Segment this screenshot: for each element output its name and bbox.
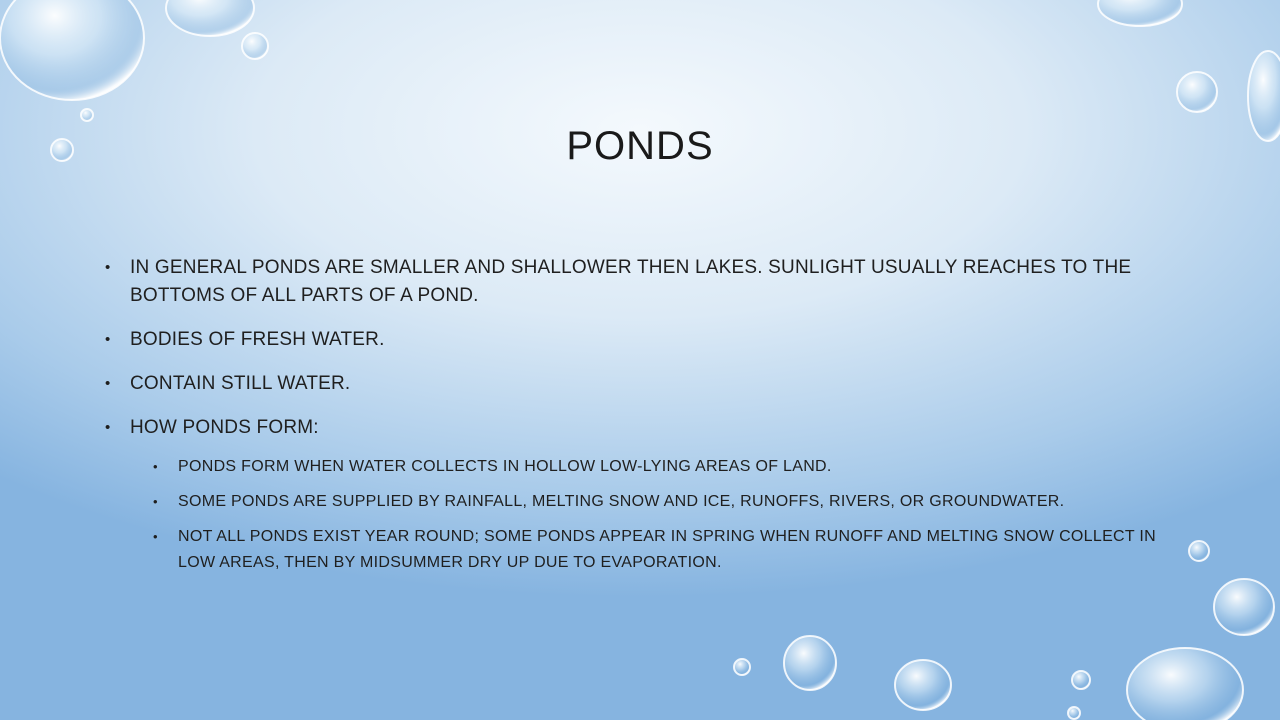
- bullet-list: [105, 254, 1185, 576]
- water-drop: [242, 33, 268, 59]
- water-drop: [0, 0, 144, 100]
- water-drop: [1127, 648, 1243, 720]
- bullet-item-label: HOW PONDS FORM:: [130, 417, 319, 438]
- water-drop: [81, 109, 93, 121]
- water-drop: [734, 659, 750, 675]
- water-drop: [784, 636, 836, 690]
- water-drop: [895, 660, 951, 710]
- sub-bullet-list: [153, 454, 1185, 576]
- bullet-item: • BODIES OF FRESH WATER.: [105, 326, 1185, 354]
- water-drop: [1177, 72, 1217, 112]
- water-drop: [1068, 707, 1080, 719]
- bullet-item-with-subitems: [105, 414, 1185, 576]
- water-drop: [1072, 671, 1090, 689]
- sub-bullet-item: • NOT ALL PONDS EXIST YEAR ROUND; SOME PONDS APPEAR IN SPRING WHEN RUNOFF AND MELTING SNOW COLLECT IN LOW AREAS, THEN BY MIDSUMMER DRY UP DUE TO EVAPORATION.: [153, 524, 1185, 576]
- bullet-item: • CONTAIN STILL WATER.: [105, 370, 1185, 398]
- water-drop: [1214, 579, 1274, 635]
- water-drop: [1098, 0, 1182, 26]
- sub-bullet-item: • SOME PONDS ARE SUPPLIED BY RAINFALL, MELTING SNOW AND ICE, RUNOFFS, RIVERS, OR GROUNDWATER.: [153, 489, 1185, 515]
- slide-title: PONDS: [566, 124, 714, 168]
- water-drop: [1189, 541, 1209, 561]
- bullet-item: • IN GENERAL PONDS ARE SMALLER AND SHALLOWER THEN LAKES. SUNLIGHT USUALLY REACHES TO THE BOTTOMS OF ALL PARTS OF A POND.: [105, 254, 1185, 310]
- sub-bullet-item: • PONDS FORM WHEN WATER COLLECTS IN HOLLOW LOW-LYING AREAS OF LAND.: [153, 454, 1185, 480]
- slide-body: [105, 254, 1185, 592]
- water-drop: [166, 0, 254, 36]
